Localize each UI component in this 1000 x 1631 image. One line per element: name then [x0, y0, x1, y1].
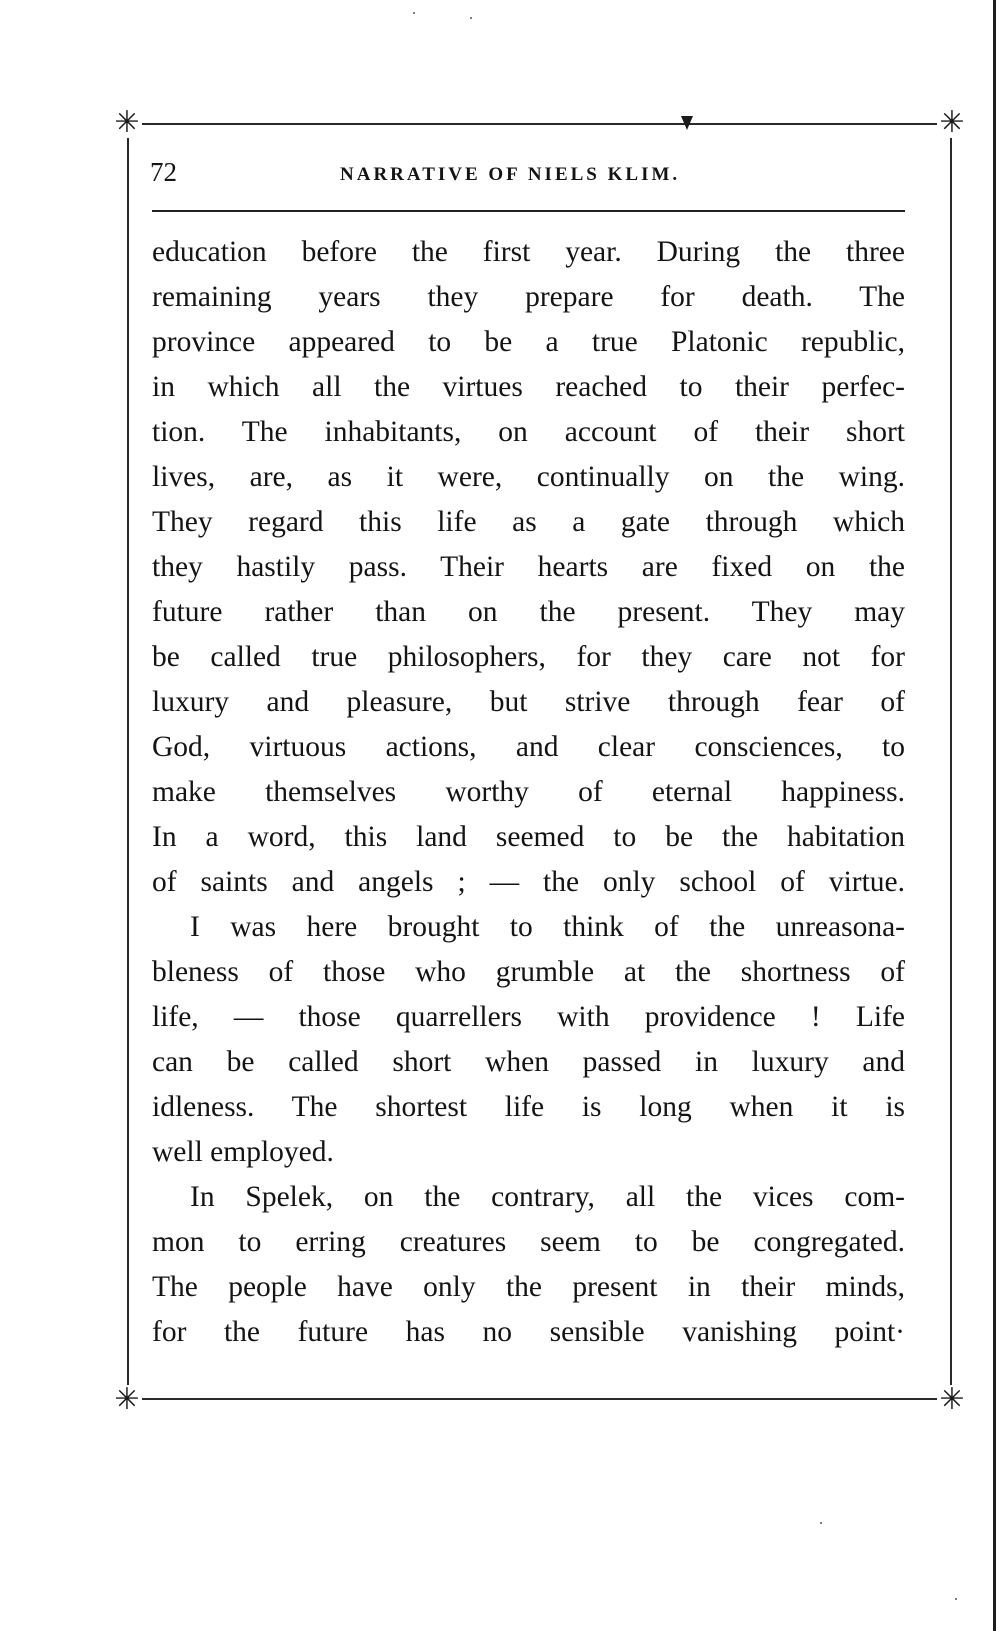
page-number: 72 [150, 157, 177, 187]
text-line: mon to erring creatures seem to be congregated. [152, 1226, 905, 1258]
print-speck [413, 12, 415, 14]
text-line: God, virtuous actions, and clear consciences, to [152, 731, 905, 763]
text-line: they hastily pass. Their hearts are fixed on the [152, 551, 905, 583]
running-header [150, 154, 930, 194]
text-line: can be called short when passed in luxury and [152, 1046, 905, 1078]
printer-mark-icon [681, 116, 693, 130]
text-line: education before the first year. During the three [152, 236, 905, 268]
star-ornament-icon: ✳ [937, 1385, 967, 1415]
paragraph [152, 230, 905, 905]
header-rule [152, 210, 905, 212]
paragraph [152, 1175, 905, 1355]
text-line: be called true philosophers, for they care not for [152, 641, 905, 673]
text-line: for the future has no sensible vanishing point· [152, 1316, 905, 1348]
text-line: life, — those quarrellers with providence ! Life [152, 1001, 905, 1033]
running-title: NARRATIVE OF NIELS KLIM. [340, 164, 681, 185]
text-line: idleness. The shortest life is long when it is [152, 1091, 905, 1123]
text-line: In Spelek, on the contrary, all the vices com- [190, 1181, 905, 1213]
text-line: luxury and pleasure, but strive through fear of [152, 686, 905, 718]
text-line: They regard this life as a gate through which [152, 506, 905, 538]
print-speck [955, 1598, 957, 1600]
text-line: in which all the virtues reached to their perfec- [152, 371, 905, 403]
print-speck [820, 1522, 822, 1524]
text-line: future rather than on the present. They may [152, 596, 905, 628]
text-line: make themselves worthy of eternal happiness. [152, 776, 905, 808]
body-text [152, 230, 905, 1355]
text-line: bleness of those who grumble at the shortness of [152, 956, 905, 988]
text-line: of saints and angels ; — the only school of virtue. [152, 866, 905, 898]
text-line: tion. The inhabitants, on account of their short [152, 416, 905, 448]
text-line: In a word, this land seemed to be the habitation [152, 821, 905, 853]
text-line: I was here brought to think of the unreasona- [190, 911, 905, 943]
star-ornament-icon: ✳ [112, 108, 142, 138]
text-line: well employed. [152, 1136, 334, 1168]
star-ornament-icon: ✳ [112, 1385, 142, 1415]
paragraph [152, 905, 905, 1175]
print-speck [470, 17, 472, 19]
page-edge-shadow [993, 0, 996, 1631]
text-line: The people have only the present in their minds, [152, 1271, 905, 1303]
star-ornament-icon: ✳ [937, 108, 967, 138]
text-line: province appeared to be a true Platonic republic, [152, 326, 905, 358]
text-line: remaining years they prepare for death. The [152, 281, 905, 313]
text-line: lives, are, as it were, continually on the wing. [152, 461, 905, 493]
